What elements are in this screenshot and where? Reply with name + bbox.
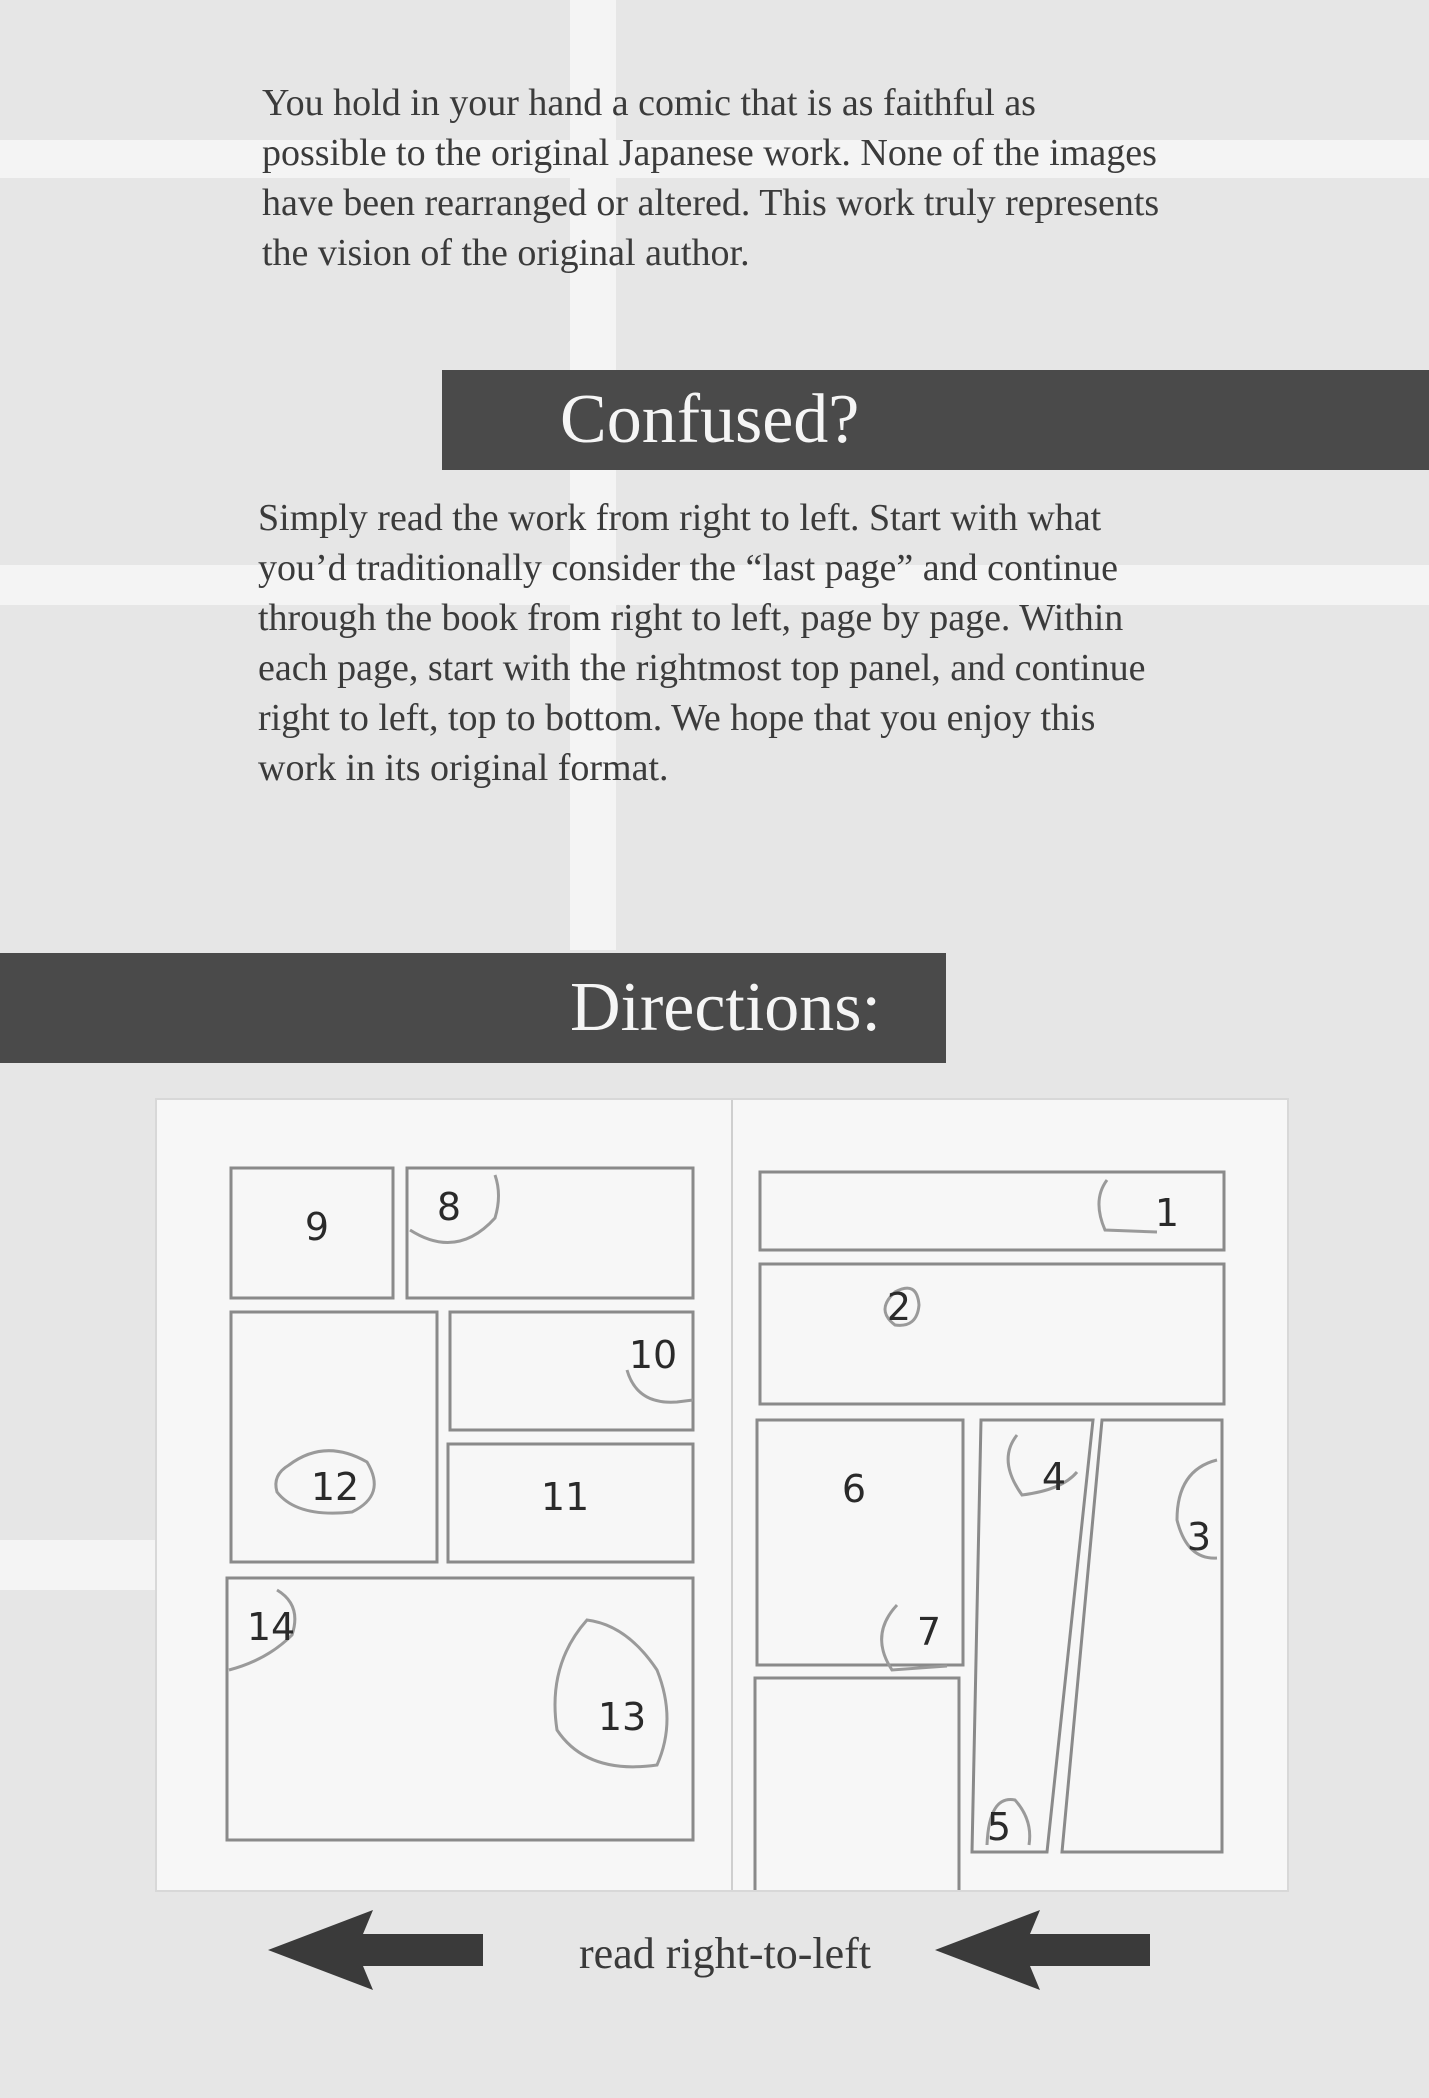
panel-number: 5 — [986, 1805, 1012, 1849]
panel-number: 14 — [246, 1605, 296, 1649]
panel-12-frame — [231, 1312, 437, 1562]
panel-number: 9 — [304, 1205, 330, 1249]
balloon-13 — [555, 1620, 667, 1767]
panel-number: 3 — [1186, 1515, 1212, 1559]
panel-number: 12 — [310, 1465, 360, 1509]
left-arrow-icon — [935, 1910, 1150, 1990]
confused-heading: Confused? — [560, 381, 860, 458]
background-stripe — [0, 1540, 155, 1590]
panel-number: 6 — [841, 1467, 867, 1511]
panel-4-frame — [972, 1420, 1093, 1852]
directions-heading: Directions: — [569, 969, 881, 1046]
confused-banner — [442, 370, 1429, 470]
panel-number: 10 — [628, 1333, 678, 1377]
intro-paragraph: You hold in your hand a comic that is as faithful as possible to the original Japanese work. None of the images have been rearranged or altered. This work truly represents the vision of the original author. — [262, 82, 1160, 274]
panel-number: 4 — [1041, 1455, 1067, 1499]
panel-number: 1 — [1154, 1191, 1180, 1235]
balloon-1 — [1099, 1180, 1157, 1232]
panel-7-frame — [755, 1678, 959, 1890]
instructions-paragraph: Simply read the work from right to left. Start with what you’d traditionally consider the “last page” and continue through the book from right to left, page by page. Within each page, start with the rightmost top panel, and continue right to left, top to bottom. We hope that you enjoy this work in its original format. — [258, 497, 1146, 789]
panel-number: 2 — [886, 1285, 912, 1329]
panel-number: 7 — [916, 1610, 942, 1654]
panel-order-diagram — [155, 1098, 1289, 1892]
panel-number: 11 — [540, 1475, 590, 1519]
directions-banner — [0, 953, 946, 1063]
panel-number: 8 — [436, 1185, 462, 1229]
panel-number: 13 — [597, 1695, 647, 1739]
left-arrow-icon — [268, 1910, 483, 1990]
panel-diagram-svg — [157, 1100, 1287, 1890]
read-direction-label: read right-to-left — [579, 1929, 871, 1978]
panel-2-frame — [760, 1264, 1224, 1404]
